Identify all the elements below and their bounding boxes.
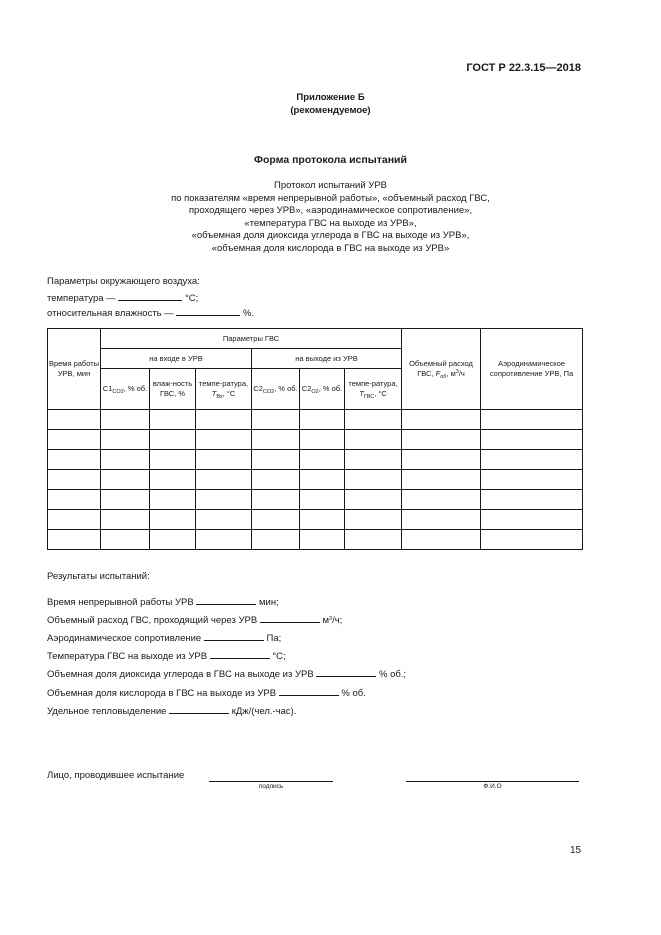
appendix-title: Приложение Б — [296, 92, 365, 103]
table-cell[interactable] — [48, 490, 101, 510]
temp-out-head: темпе-ратура, — [348, 379, 398, 388]
result-unit-tail: /ч; — [332, 615, 343, 626]
protocol-line: «температура ГВС на выходе из УРВ», — [244, 217, 417, 229]
result-line-o2 — [47, 686, 366, 699]
group-header-inlet: на входе в УРВ — [101, 349, 252, 369]
col-header-resistance: Аэродинамическое сопротивление УРВ, Па — [481, 329, 583, 410]
c1-main: C1 — [102, 384, 113, 393]
table-cell[interactable] — [196, 470, 252, 490]
table-cell[interactable] — [196, 490, 252, 510]
result-blank[interactable] — [210, 649, 270, 659]
table-cell[interactable] — [48, 510, 101, 530]
flow-unit-sup: 3 — [455, 369, 459, 375]
c1-tail: , % об. — [123, 384, 148, 393]
ambient-humidity-blank[interactable] — [176, 306, 240, 316]
table-cell[interactable] — [252, 510, 300, 530]
protocol-line: Протокол испытаний УРВ — [274, 180, 387, 191]
table-cell[interactable] — [345, 430, 402, 450]
table-cell[interactable] — [300, 490, 345, 510]
result-label: Время непрерывной работы УРВ — [47, 597, 194, 608]
table-cell[interactable] — [101, 450, 150, 470]
result-unit: % об. — [341, 688, 366, 699]
ambient-humidity-label: относительная влажность — — [47, 308, 174, 319]
flow-unit: , м — [446, 369, 456, 378]
result-line-co2 — [47, 667, 406, 680]
table-cell[interactable] — [402, 430, 481, 450]
col-header-temp-in — [196, 369, 252, 410]
result-label: Объемная доля кислорода в ГВС на выходе из УРВ — [47, 688, 277, 699]
temp-in-head: темпе-ратура, — [198, 379, 249, 388]
temp-in-sub: Вх — [216, 394, 223, 400]
table-row — [48, 450, 583, 470]
table-cell[interactable] — [196, 410, 252, 430]
c2o2-main: C2 — [301, 384, 312, 393]
table-cell[interactable] — [196, 510, 252, 530]
table-row — [48, 470, 583, 490]
table-row — [48, 530, 583, 550]
result-line-temperature — [47, 649, 286, 662]
c1-sub: CO2 — [112, 389, 124, 395]
table-cell[interactable] — [481, 470, 583, 490]
signature-caption: подпись — [258, 783, 284, 790]
table-cell[interactable] — [252, 450, 300, 470]
table-cell[interactable] — [345, 490, 402, 510]
table-cell[interactable] — [402, 450, 481, 470]
appendix-subtitle: (рекомендуемое) — [290, 105, 371, 116]
result-blank[interactable] — [316, 667, 376, 677]
table-cell[interactable] — [345, 450, 402, 470]
result-blank[interactable] — [196, 595, 256, 605]
table-cell[interactable] — [101, 410, 150, 430]
table-cell[interactable] — [300, 470, 345, 490]
table-cell[interactable] — [196, 430, 252, 450]
result-label: Аэродинамическое сопротивление — [47, 633, 202, 644]
result-blank[interactable] — [169, 704, 229, 714]
protocol-line: по показателям «время непрерывной работы», «объемный расход ГВС, — [171, 192, 490, 204]
ambient-temperature — [47, 291, 198, 304]
table-cell[interactable] — [481, 490, 583, 510]
temp-out-tail: , °С — [374, 389, 387, 398]
table-cell[interactable] — [196, 450, 252, 470]
standard-number: ГОСТ Р 22.3.15—2018 — [466, 62, 581, 74]
table-cell[interactable] — [252, 530, 300, 550]
table-cell[interactable] — [252, 430, 300, 450]
c2co2-sub: CO2 — [262, 389, 275, 395]
protocol-line: «объемная доля диоксида углерода в ГВС на выходе из УРВ», — [191, 230, 470, 242]
protocol-description — [0, 180, 661, 256]
table-cell[interactable] — [150, 450, 196, 470]
name-line[interactable] — [406, 780, 579, 782]
signature-label: Лицо, проводившее испытание — [47, 770, 185, 781]
form-title: Форма протокола испытаний — [254, 154, 407, 166]
table-row — [48, 490, 583, 510]
ambient-temp-unit: °С; — [184, 293, 199, 304]
flow-unit-tail: /ч — [458, 369, 465, 378]
result-blank[interactable] — [260, 613, 320, 623]
result-line-work-time — [47, 595, 279, 608]
table-cell[interactable] — [345, 530, 402, 550]
table-cell[interactable] — [48, 430, 101, 450]
signature-line[interactable] — [209, 780, 333, 782]
group-header-outlet: на выходе из УРВ — [252, 349, 402, 369]
table-cell[interactable] — [402, 470, 481, 490]
table-cell[interactable] — [150, 430, 196, 450]
table-cell[interactable] — [101, 430, 150, 450]
c2o2-tail: , % об. — [318, 384, 343, 393]
result-unit: Па; — [266, 633, 282, 644]
c2co2-main: C2 — [253, 384, 263, 393]
table-cell[interactable] — [150, 530, 196, 550]
table-cell[interactable] — [101, 470, 150, 490]
table-cell[interactable] — [101, 530, 150, 550]
results-heading: Результаты испытаний: — [47, 571, 150, 582]
table-cell[interactable] — [300, 450, 345, 470]
name-caption: Ф.И.О — [483, 783, 502, 790]
table-cell[interactable] — [150, 510, 196, 530]
table-cell[interactable] — [402, 530, 481, 550]
result-label: Объемная доля диоксида углерода в ГВС на выходе из УРВ — [47, 669, 314, 680]
ambient-heading: Параметры окружающего воздуха: — [47, 276, 200, 287]
appendix-heading — [0, 91, 661, 117]
table-cell[interactable] — [300, 510, 345, 530]
result-unit-sup: 3 — [329, 616, 333, 622]
table-cell[interactable] — [150, 410, 196, 430]
flow-symbol: F — [435, 369, 441, 378]
result-line-flow — [47, 613, 342, 626]
temp-out-symbol: T — [359, 389, 364, 398]
result-line-heat — [47, 704, 297, 717]
result-line-resistance — [47, 631, 281, 644]
result-label: Объемный расход ГВС, проходящий через УРВ — [47, 615, 258, 626]
ambient-humidity-unit: %. — [243, 308, 255, 319]
temp-in-tail: , °С — [222, 389, 236, 398]
ambient-temp-label: температура — — [47, 293, 116, 304]
table-cell[interactable] — [402, 490, 481, 510]
result-unit: кДж/(чел.-час). — [231, 706, 297, 717]
protocol-line: «объемная доля кислорода в ГВС на выходе из УРВ» — [211, 242, 450, 254]
table-cell[interactable] — [402, 510, 481, 530]
col-header-time: Время работы УРВ, мин — [48, 329, 101, 410]
table-cell[interactable] — [481, 410, 583, 430]
table-cell[interactable] — [481, 450, 583, 470]
col-header-c2-o2 — [300, 369, 345, 410]
col-header-c1-co2 — [101, 369, 150, 410]
temp-out-sub: ГВС — [363, 394, 375, 400]
table-row — [48, 510, 583, 530]
table-cell[interactable] — [101, 510, 150, 530]
table-cell[interactable] — [300, 430, 345, 450]
result-label: Удельное тепловыделение — [47, 706, 167, 717]
group-header-params: Параметры ГВС — [101, 329, 402, 349]
ambient-temp-blank[interactable] — [118, 291, 182, 301]
flow-head: Объемный расход ГВС, — [409, 359, 473, 378]
protocol-line: проходящего через УРВ», «аэродинамическое сопротивление», — [188, 205, 473, 217]
table-cell[interactable] — [345, 510, 402, 530]
table-cell[interactable] — [48, 450, 101, 470]
result-unit: % об.; — [378, 669, 407, 680]
table-cell[interactable] — [196, 530, 252, 550]
c2o2-sub: O2 — [311, 389, 319, 395]
table-cell[interactable] — [345, 410, 402, 430]
result-unit: м — [322, 615, 329, 626]
col-header-flow — [402, 329, 481, 410]
result-blank[interactable] — [204, 631, 264, 641]
table-cell[interactable] — [252, 470, 300, 490]
table-row — [48, 410, 583, 430]
ambient-humidity — [47, 306, 254, 319]
table-cell[interactable] — [48, 530, 101, 550]
table-row — [48, 430, 583, 450]
col-header-humidity: влаж-ность ГВС, % — [150, 369, 196, 410]
col-header-c2-co2 — [252, 369, 300, 410]
table-cell[interactable] — [345, 470, 402, 490]
table-cell[interactable] — [252, 410, 300, 430]
table-cell[interactable] — [300, 530, 345, 550]
col-header-temp-out — [345, 369, 402, 410]
table-cell[interactable] — [481, 510, 583, 530]
page-number: 15 — [570, 845, 582, 856]
table-cell[interactable] — [101, 490, 150, 510]
table-cell[interactable] — [48, 410, 101, 430]
table-cell[interactable] — [300, 410, 345, 430]
temp-in-symbol: T — [211, 389, 217, 398]
table-cell[interactable] — [48, 470, 101, 490]
c2co2-tail: , % об. — [274, 384, 298, 393]
table-cell[interactable] — [150, 490, 196, 510]
table-cell[interactable] — [481, 530, 583, 550]
test-protocol-table — [47, 328, 583, 550]
table-cell[interactable] — [481, 430, 583, 450]
result-label: Температура ГВС на выходе из УРВ — [47, 651, 208, 662]
result-unit: мин; — [258, 597, 279, 608]
result-blank[interactable] — [279, 686, 339, 696]
table-cell[interactable] — [150, 470, 196, 490]
result-unit: °С; — [272, 651, 286, 662]
flow-sub: об — [440, 374, 447, 380]
table-cell[interactable] — [252, 490, 300, 510]
table-cell[interactable] — [402, 410, 481, 430]
